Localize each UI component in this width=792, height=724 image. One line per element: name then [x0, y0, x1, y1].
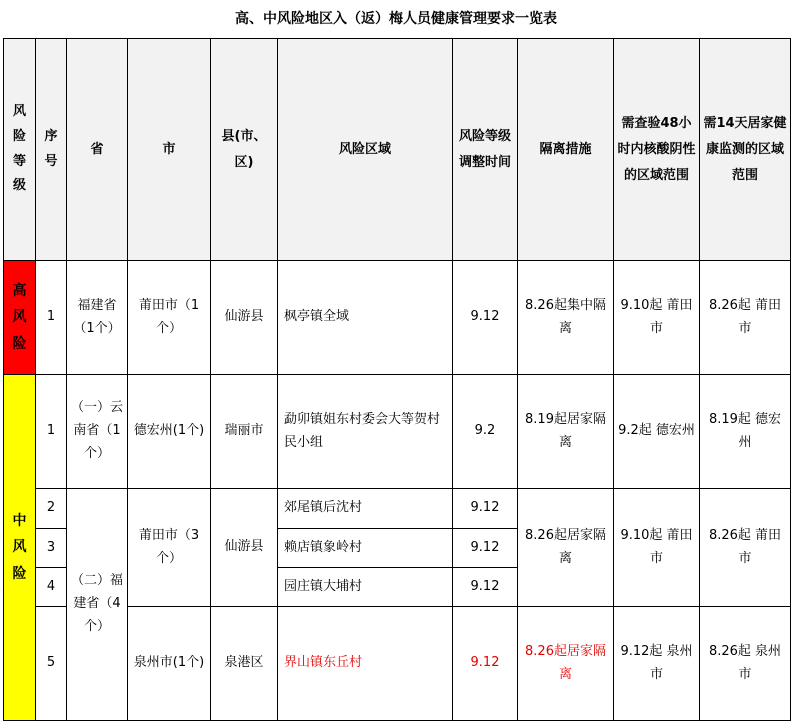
- nucleic-cell: 9.12起 泉州市: [614, 607, 700, 721]
- page-title: 高、中风险地区入（返）梅人员健康管理要求一览表: [235, 11, 557, 27]
- table-row: [4, 261, 791, 375]
- risk-level-mid: 中风险: [4, 375, 36, 721]
- seq-cell: 1: [36, 261, 67, 375]
- header-adjust-time: 风险等级调整时间: [453, 39, 518, 261]
- header-seq: 序号: [36, 39, 67, 261]
- table-row: [4, 489, 791, 529]
- time-cell: 9.12: [453, 568, 518, 607]
- header-nucleic: 需查验48小时内核酸阴性的区域范围: [614, 39, 700, 261]
- time-cell: 9.2: [453, 375, 518, 489]
- seq-cell: 1: [36, 375, 67, 489]
- monitor-cell: 8.26起 莆田市: [700, 261, 791, 375]
- county-cell: 瑞丽市: [211, 375, 278, 489]
- header-province: 省: [67, 39, 128, 261]
- quarantine-cell-highlight: 8.26起居家隔离: [518, 607, 614, 721]
- monitor-cell: 8.26起 泉州市: [700, 607, 791, 721]
- area-cell: 郊尾镇后沈村: [278, 489, 453, 529]
- area-cell: 园庄镇大埔村: [278, 568, 453, 607]
- time-cell: 9.12: [453, 489, 518, 529]
- monitor-cell: 8.19起 德宏州: [700, 375, 791, 489]
- risk-area-table: [3, 38, 791, 721]
- county-cell: 仙游县: [211, 261, 278, 375]
- city-cell: 莆田市（1个）: [128, 261, 211, 375]
- province-cell: （一）云南省（1个）: [67, 375, 128, 489]
- city-cell: 莆田市（3个）: [128, 489, 211, 607]
- city-cell: 泉州市(1个): [128, 607, 211, 721]
- time-cell-highlight: 9.12: [453, 607, 518, 721]
- header-quarantine: 隔离措施: [518, 39, 614, 261]
- area-cell: 枫亭镇全域: [278, 261, 453, 375]
- risk-level-high: 高风险: [4, 261, 36, 375]
- seq-cell: 5: [36, 607, 67, 721]
- seq-cell: 3: [36, 529, 67, 568]
- header-city: 市: [128, 39, 211, 261]
- province-cell: （二）福建省（4个）: [67, 489, 128, 721]
- header-county: 县(市、区): [211, 39, 278, 261]
- monitor-cell: 8.26起 莆田市: [700, 489, 791, 607]
- time-cell: 9.12: [453, 529, 518, 568]
- quarantine-cell: 8.26起集中隔离: [518, 261, 614, 375]
- nucleic-cell: 9.2起 德宏州: [614, 375, 700, 489]
- header-monitor: 需14天居家健康监测的区域范围: [700, 39, 791, 261]
- header-risk-level: 风险等级: [4, 39, 36, 261]
- seq-cell: 2: [36, 489, 67, 529]
- time-cell: 9.12: [453, 261, 518, 375]
- quarantine-cell: 8.26起居家隔离: [518, 489, 614, 607]
- quarantine-cell: 8.19起居家隔离: [518, 375, 614, 489]
- county-cell: 泉港区: [211, 607, 278, 721]
- header-area: 风险区域: [278, 39, 453, 261]
- area-cell: 勐卯镇姐东村委会大等贺村民小组: [278, 375, 453, 489]
- area-cell-highlight: 界山镇东丘村: [278, 607, 453, 721]
- nucleic-cell: 9.10起 莆田市: [614, 261, 700, 375]
- province-cell: 福建省（1个）: [67, 261, 128, 375]
- area-cell: 赖店镇象岭村: [278, 529, 453, 568]
- county-cell: 仙游县: [211, 489, 278, 607]
- header-row: [4, 39, 791, 261]
- nucleic-cell: 9.10起 莆田市: [614, 489, 700, 607]
- seq-cell: 4: [36, 568, 67, 607]
- city-cell: 德宏州(1个): [128, 375, 211, 489]
- table-row: [4, 375, 791, 489]
